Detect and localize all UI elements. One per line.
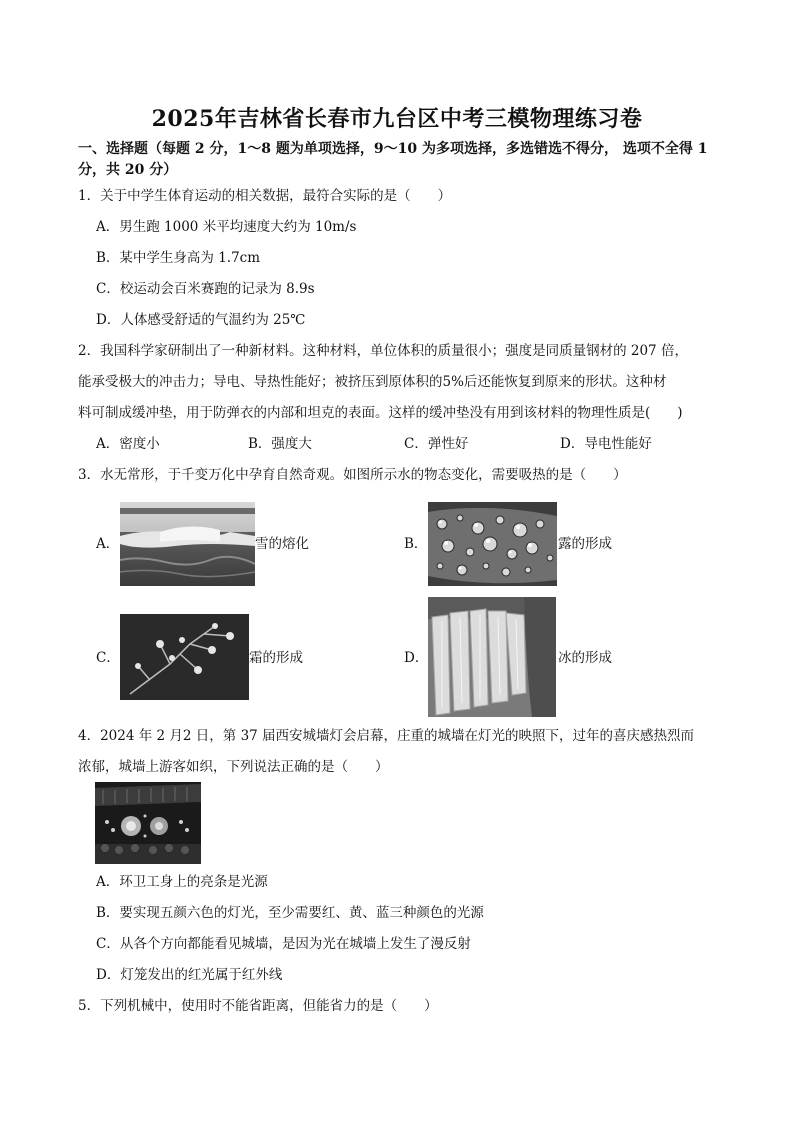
question-2-option-a: A．密度小 (96, 436, 160, 452)
city-wall-lantern-photo (95, 782, 201, 864)
question-3-option-d-letter: D． (404, 650, 429, 666)
question-3-option-c-letter: C． (96, 650, 120, 666)
question-1-option-b: B．某中学生身高为 1.7cm (96, 250, 261, 266)
question-4-option-a: A．环卫工身上的亮条是光源 (96, 874, 268, 890)
question-1-stem: 1．关于中学生体育运动的相关数据，最符合实际的是（ ） (78, 188, 452, 204)
frost-flower-photo (120, 614, 249, 700)
question-4-option-d: D．灯笼发出的红光属于红外线 (96, 967, 283, 983)
question-1-option-a: A．男生跑 1000 米平均速度大约为 10m/s (96, 219, 357, 235)
melting-snow-photo (120, 502, 255, 586)
question-2-line-3: 料可制成缓冲垫，用于防弹衣的内部和坦克的表面。这样的缓冲垫没有用到该材料的物理性质是( ) (78, 405, 683, 421)
question-5-stem: 5．下列机械中，使用时不能省距离，但能省力的是（ ） (78, 998, 438, 1014)
question-1-option-d: D．人体感受舒适的气温约为 25℃ (96, 312, 306, 328)
question-2-line-2: 能承受极大的冲击力；导电、导热性能好；被挤压到原体积的5%后还能恢复到原来的形状。这种材 (78, 374, 667, 390)
question-2-option-c: C．弹性好 (404, 436, 469, 452)
question-2-option-d: D．导电性能好 (560, 436, 652, 452)
question-3-option-b-caption: 露的形成 (558, 536, 612, 552)
page-title: 2025年吉林省长春市九台区中考三模物理练习卷 (151, 106, 643, 132)
question-3-option-a-letter: A． (96, 536, 120, 552)
question-3-option-b-letter: B． (404, 536, 428, 552)
section-heading: 一、选择题（每题 2 分，1～8 题为单项选择，9～10 为多项选择，多选错选不得分， 选项不全得 1 分，共 20 分） (78, 141, 708, 178)
question-4-line-2: 浓郁，城墙上游客如织，下列说法正确的是（ ） (78, 759, 389, 775)
question-4-line-1: 4．2024 年 2 月2 日，第 37 届西安城墙灯会启幕，庄重的城墙在灯光的映照下，过年的喜庆感热烈而 (78, 728, 695, 744)
question-3-option-d-caption: 冰的形成 (558, 650, 612, 666)
question-4-option-b: B．要实现五颜六色的灯光，至少需要红、黄、蓝三种颜色的光源 (96, 905, 484, 921)
dew-drops-photo (428, 502, 557, 586)
frozen-waterfall-photo (428, 597, 556, 717)
question-1-option-c: C．校运动会百米赛跑的记录为 8.9s (96, 281, 315, 297)
question-3-option-a-caption: 雪的熔化 (255, 536, 309, 552)
question-2-line-1: 2．我国科学家研制出了一种新材料。这种材料，单位体积的质量很小；强度是同质量钢材的 207 倍， (78, 343, 688, 359)
question-3-option-c-caption: 霜的形成 (249, 650, 303, 666)
question-2-option-b: B．强度大 (248, 436, 312, 452)
question-4-option-c: C．从各个方向都能看见城墙，是因为光在城墙上发生了漫反射 (96, 936, 471, 952)
question-3-stem: 3．水无常形，于千变万化中孕育自然奇观。如图所示水的物态变化，需要吸热的是（ ） (78, 467, 627, 483)
